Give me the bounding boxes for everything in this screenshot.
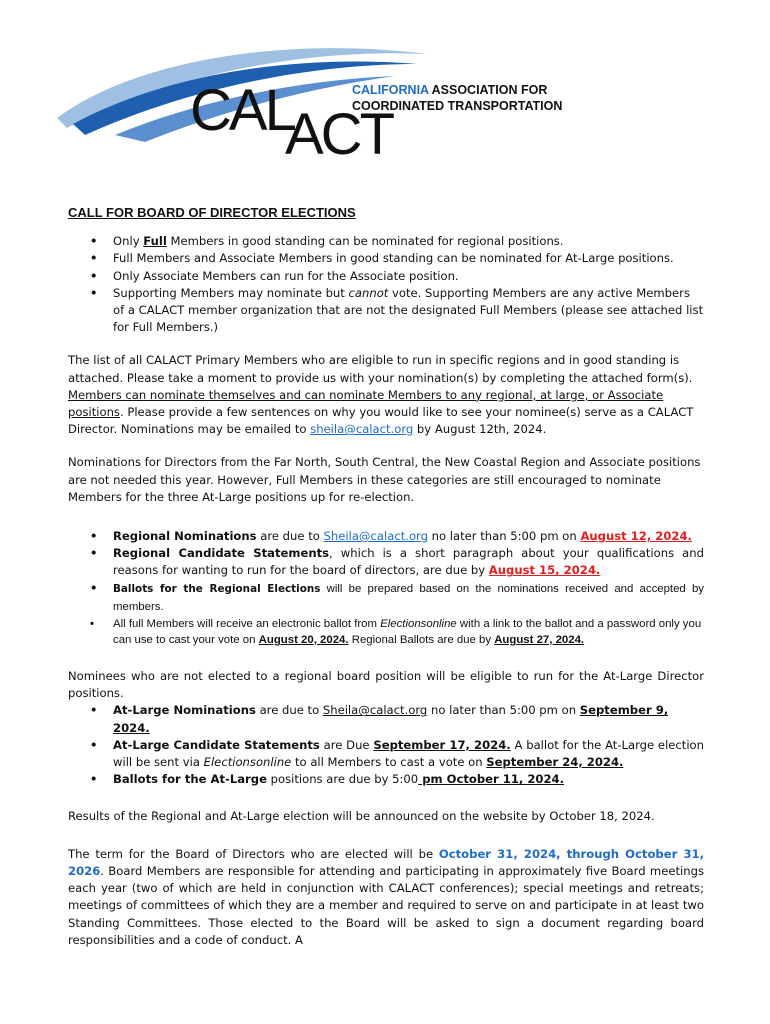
- eligibility-list: [68, 233, 704, 336]
- document-body: [68, 204, 704, 949]
- email-link[interactable]: Sheila@calact.org: [323, 529, 428, 544]
- logo-act-text: ACT: [285, 102, 392, 167]
- logo-cal-text: CAL: [190, 78, 294, 143]
- org-california: CALIFORNIA: [352, 83, 429, 97]
- list-item: • At-Large Nominations are due to Sheila@calact.org no later than 5:00 pm on September 9, 2024.: [113, 702, 704, 736]
- list-item: • Full Members and Associate Members in good standing can be nominated for At-Large positions.: [113, 250, 704, 267]
- email-link[interactable]: Sheila@calact.org: [322, 703, 428, 718]
- list-item: • Regional Candidate Statements, which is a short paragraph about your qualifications and reasons for wanting to run for the board of directors, are due by August 15, 2024.: [113, 545, 704, 579]
- email-link[interactable]: sheila@calact.org: [310, 422, 414, 437]
- nomination-paragraph: The list of all CALACT Primary Members who are eligible to run in specific regions and in good standing is attached. Please take a moment to provide us with your nomination(s) by completing the attached form(s). Members can nominate themselves and can nominate Members to any regional, at large, or Associate positions. Please provide a few sentences on why you would like to see your nominee(s) serve as a CALACT Director. Nominations may be emailed to sheila@calact.org by August 12th, 2024.: [68, 353, 694, 437]
- regional-schedule-list: [68, 528, 704, 648]
- results-paragraph: Results of the Regional and At-Large election will be announced on the website by October 18, 2024.: [68, 809, 655, 824]
- list-item: • Ballots for the At-Large positions are due by 5:00 pm October 11, 2024.: [113, 771, 704, 788]
- organization-name: [352, 82, 562, 114]
- list-item: • At-Large Candidate Statements are Due September 17, 2024. A ballot for the At-Large election will be sent via Electionsonline to all Members to cast a vote on September 24, 2024.: [113, 737, 704, 771]
- nominees-paragraph: Nominees who are not elected to a regional board position will be eligible to run for the At-Large Director positions.: [68, 669, 704, 701]
- org-association-for: ASSOCIATION FOR: [428, 83, 548, 97]
- org-coordinated-transportation: COORDINATED TRANSPORTATION: [352, 99, 563, 113]
- list-item: • Only Full Members in good standing can be nominated for regional positions.: [113, 233, 704, 250]
- positions-paragraph: Nominations for Directors from the Far North, South Central, the New Coastal Region and Associate positions are not needed this year. However, Full Members in these categories are still encouraged to nominate Members for the three At-Large positions up for re-election.: [68, 455, 701, 504]
- at-large-schedule-list: [68, 702, 704, 788]
- list-item: • All full Members will receive an electronic ballot from Electionsonline with a link to the ballot and a password only you can use to cast your vote on August 20, 2024. Regional Ballots are due by August 27, 2024.: [113, 616, 704, 648]
- list-item: • Ballots for the Regional Elections will be prepared based on the nominations received and accepted by members.: [113, 580, 704, 616]
- list-item: • Only Associate Members can run for the Associate position.: [113, 268, 704, 285]
- page-title: CALL FOR BOARD OF DIRECTOR ELECTIONS: [68, 205, 356, 220]
- list-item: • Regional Nominations are due to Sheila@calact.org no later than 5:00 pm on August 12, 2024.: [113, 528, 704, 545]
- term-paragraph: The term for the Board of Directors who are elected will be October 31, 2024, through October 31, 2026. Board Members are responsible for attending and participating in approximately five Board meetings each year (two of which are held in conjunction with CALACT conferences); special meetings and retreats; meetings of committees of which they are a member and required to serve on and participate in at least two Standing Committees. Those elected to the Board will be asked to sign a document regarding board responsibilities and a code of conduct. A: [68, 846, 704, 947]
- list-item: • Supporting Members may nominate but cannot vote. Supporting Members are any active Members of a CALACT member organization that are not the designated Full Members (please see attached list for Full Members.): [113, 285, 704, 337]
